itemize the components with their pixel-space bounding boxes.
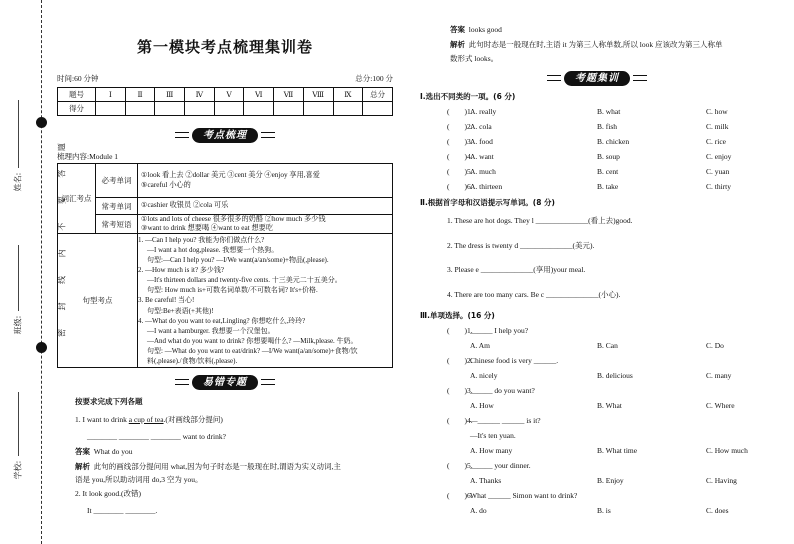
sentence-line: 句型: How much is+可数名词单数/不可数名词? It's+价格. — [147, 286, 318, 295]
score-column-header: Ⅸ — [333, 88, 363, 102]
total-score: 总分:100 分 — [355, 74, 393, 83]
analysis-text: 语是 you,所以助动词用 do,3 空为 you。 — [75, 475, 203, 484]
question-stem: Chinese food is very ______. — [470, 356, 559, 365]
option-b: B. soup — [597, 152, 620, 161]
sentence-category: 句型考点 — [58, 234, 138, 368]
question-stem: —______ ______ is it? — [470, 416, 541, 425]
vocab-row-content — [138, 164, 393, 198]
option-c: C. Do — [706, 341, 724, 350]
question-text: .(对画线部分提问) — [163, 415, 223, 424]
question-stem: What ______ Simon want to drink? — [470, 491, 578, 500]
school-blank-line — [18, 392, 19, 456]
review-table — [57, 163, 393, 368]
question-number: ( )4. — [447, 416, 473, 425]
option-a: A. really — [470, 107, 497, 116]
part2-title: Ⅱ.根据首字母和汉语提示写单词。(8 分) — [420, 198, 555, 207]
vocab-row-content — [138, 215, 393, 234]
vocab-line: ①lots and lots of cheese 很多很多的奶酪 ②how much 多少钱 — [141, 215, 326, 224]
answer-label: 答案 — [450, 25, 465, 34]
option-b: B. is — [597, 506, 611, 515]
option-c: C. milk — [706, 122, 729, 131]
score-cell — [125, 102, 155, 116]
sentence-line: —I want a hamburger. 我想要一个汉堡包。 — [147, 326, 275, 335]
time-limit: 时间:60 分钟 — [57, 74, 99, 83]
question-stem: ______ I help you? — [470, 326, 529, 335]
question-stem: ______ do you want? — [470, 386, 535, 395]
question-text: 1. I want to drink — [75, 415, 129, 424]
underlined-phrase: a cup of tea — [128, 415, 164, 424]
option-a: A. How — [470, 401, 494, 410]
vocab-line: ⑤careful 小心的 — [141, 180, 191, 189]
option-a: A. food — [470, 137, 493, 146]
sentence-line: 4. —What do you want to eat,Lingling? 你想吃什么,玲玲? — [138, 316, 306, 325]
analysis-row — [75, 462, 341, 472]
option-a: A. nicely — [470, 371, 498, 380]
option-a: A. want — [470, 152, 494, 161]
banner-deco-left — [547, 75, 561, 81]
answer-blank-line: It ________ ________. — [87, 506, 158, 515]
score-cell — [185, 102, 215, 116]
question-number: ( )1. — [447, 326, 473, 335]
fill-in-question: 1. These are hot dogs. They l ______________(看上去)good. — [447, 216, 633, 225]
sentence-line: 句型: —What do you want to eat/drink? —I/We want(a/an/some)+食物/饮 — [147, 346, 358, 355]
score-column-header: 总分 — [363, 88, 393, 102]
practice-banner — [547, 70, 647, 86]
option-b: B. fish — [597, 122, 618, 131]
error-question-1 — [75, 415, 223, 425]
option-c: C. thirty — [706, 182, 732, 191]
option-b: B. delicious — [597, 371, 633, 380]
question-number-label: 题号 — [58, 88, 96, 102]
option-a: A. Am — [470, 341, 491, 350]
sentence-line: —I want a hot dog,please. 我想要一个热狗。 — [147, 245, 279, 254]
table-row — [58, 198, 393, 215]
score-column-header: Ⅴ — [214, 88, 244, 102]
question-number: ( )1. — [447, 107, 473, 116]
seal-circle-bottom — [36, 342, 47, 353]
vocab-row-label: 常考单词 — [96, 198, 138, 215]
option-a: A. do — [470, 506, 487, 515]
option-c: C. rice — [706, 137, 726, 146]
option-c: C. many — [706, 371, 732, 380]
option-c: C. Where — [706, 401, 735, 410]
part1-title: Ⅰ.选出不同类的一项。(6 分) — [420, 92, 516, 101]
score-column-header: Ⅰ — [96, 88, 126, 102]
score-table-score-row — [58, 102, 393, 116]
banner-deco-right — [633, 75, 647, 81]
sentence-line: —And what do you want to drink? 你想要喝什么? —Milk,please. 牛奶。 — [147, 336, 358, 345]
seal-circle-top — [36, 117, 47, 128]
review-banner-label: 考点梳理 — [192, 128, 258, 143]
sentence-line: 料(,please)./食物/饮料(,please). — [147, 357, 238, 366]
option-a: A. thirteen — [470, 182, 503, 191]
question-number: ( )3. — [447, 386, 473, 395]
score-column-header: Ⅲ — [155, 88, 185, 102]
option-b: B. Enjoy — [597, 476, 624, 485]
score-cell — [214, 102, 244, 116]
seal-dashed-line — [41, 0, 42, 544]
question-number: ( )3. — [447, 137, 473, 146]
option-b: B. what — [597, 107, 621, 116]
option-a: A. much — [470, 167, 496, 176]
page-title: 第一模块考点梳理集训卷 — [136, 38, 313, 56]
sentence-line: 1. —Can I help you? 我能为你们做点什么? — [138, 235, 265, 244]
errors-banner-label: 易错专题 — [192, 375, 258, 390]
fill-in-question: 3. Please e ______________(享用)your meal. — [447, 265, 586, 275]
score-cell — [303, 102, 333, 116]
score-label: 得分 — [58, 102, 96, 116]
answer-row — [75, 447, 133, 457]
score-column-header: Ⅶ — [274, 88, 304, 102]
score-cell — [363, 102, 393, 116]
banner-deco-left — [175, 379, 189, 385]
score-column-header: Ⅱ — [125, 88, 155, 102]
score-cell — [155, 102, 185, 116]
vocab-row-label: 必考单词 — [96, 164, 138, 198]
vocab-line: ③want to drink 想要喝 ④want to eat 想要吃 — [141, 224, 274, 232]
answer-label: 答案 — [75, 447, 90, 456]
option-b: B. cent — [597, 167, 619, 176]
option-a: A. cola — [470, 122, 492, 131]
fill-in-question: 4. There are too many cars. Be c ______________(小心). — [447, 290, 621, 300]
question-number: ( )2. — [447, 122, 473, 131]
question-number: ( )6. — [447, 491, 473, 500]
score-table-header-row — [58, 88, 393, 102]
school-label: 学校: — [13, 460, 23, 480]
sentence-line: 2. —How much is it? 多少钱? — [138, 266, 224, 275]
option-b: B. What — [597, 401, 622, 410]
class-blank-line — [18, 245, 19, 311]
sentence-line: 句型:Be+表语(+其他)! — [147, 306, 214, 315]
option-c: C. does — [706, 506, 729, 515]
score-column-header: Ⅳ — [185, 88, 215, 102]
option-b: B. take — [597, 182, 619, 191]
option-a: A. Thanks — [470, 476, 502, 485]
vocab-row-label: 常考短语 — [96, 215, 138, 234]
question-number: ( )2. — [447, 356, 473, 365]
option-c: C. yuan — [706, 167, 730, 176]
vocab-line: ①cashier 收银员 ②cola 可乐 — [141, 201, 229, 210]
answer-text: What do you — [93, 447, 133, 456]
score-column-header: Ⅷ — [303, 88, 333, 102]
score-cell — [333, 102, 363, 116]
analysis-text: 此句的画线部分提问用 what,因为句子时态是一般现在时,谓语为实义动词,主 — [93, 462, 341, 471]
sentence-line: 3. Be careful! 当心! — [138, 296, 195, 305]
table-row — [58, 164, 393, 198]
vocab-line: ①look 看上去 ②dollar 美元 ③cent 美分 ④enjoy 享用,喜爱 — [141, 171, 320, 179]
score-table — [57, 87, 393, 116]
option-c: C. Having — [706, 476, 737, 485]
score-cell — [274, 102, 304, 116]
option-b: B. chicken — [597, 137, 630, 146]
option-c: C. how — [706, 107, 728, 116]
banner-deco-right — [261, 132, 275, 138]
analysis-label: 解析 — [75, 462, 90, 471]
analysis-text: 数形式 looks。 — [450, 54, 499, 63]
answer-row — [450, 25, 502, 35]
error-question-2: 2. It look good.(改错) — [75, 489, 142, 498]
review-content-label: 梳理内容:Module 1 — [57, 152, 119, 161]
question-number: ( )5. — [447, 167, 473, 176]
banner-deco-left — [175, 132, 189, 138]
vocab-row-content — [138, 198, 393, 215]
part3-title: Ⅲ.单项选择。(16 分) — [420, 311, 495, 320]
sentence-line: 句型:—Can I help you? —I/We want(a/an/some)+物品(,please). — [147, 256, 329, 265]
name-label: 姓名: — [13, 172, 23, 192]
sentence-content — [138, 234, 393, 368]
errors-instruction: 按要求完成下列各题 — [75, 397, 143, 406]
seal-notice: 密 封 线 内 不 要 答 题 — [57, 135, 67, 337]
analysis-row — [450, 40, 723, 50]
option-c: C. enjoy — [706, 152, 732, 161]
table-row — [58, 215, 393, 234]
option-b: B. Can — [597, 341, 618, 350]
banner-deco-right — [261, 379, 275, 385]
analysis-text: 此句时态是一般现在时,主语 it 为第三人称单数,所以 look 应该改为第三人称单 — [468, 40, 723, 49]
class-label: 班级: — [13, 315, 23, 335]
table-row — [58, 234, 393, 368]
option-c: C. How much — [706, 446, 748, 455]
question-number: ( )4. — [447, 152, 473, 161]
answer-blank-line: ________ ________ ________ want to drink? — [87, 432, 226, 441]
answer-text: looks good — [468, 25, 502, 34]
question-reply: —It's ten yuan. — [470, 431, 516, 440]
score-cell — [96, 102, 126, 116]
errors-banner — [175, 374, 275, 390]
question-stem: ______ your dinner. — [470, 461, 531, 470]
practice-banner-label: 考题集训 — [564, 71, 630, 86]
review-banner — [175, 127, 275, 143]
option-b: B. What time — [597, 446, 638, 455]
sentence-line: —It's thirteen dollars and twenty-five cents. 十三美元二十五美分。 — [147, 276, 342, 285]
score-column-header: Ⅵ — [244, 88, 274, 102]
question-number: ( )6. — [447, 182, 473, 191]
score-cell — [244, 102, 274, 116]
option-a: A. How many — [470, 446, 513, 455]
fill-in-question: 2. The dress is twenty d ______________(美元). — [447, 240, 595, 250]
vocab-category: 词汇考点 — [58, 164, 96, 234]
analysis-label: 解析 — [450, 40, 465, 49]
name-blank-line — [18, 100, 19, 168]
question-number: ( )5. — [447, 461, 473, 470]
